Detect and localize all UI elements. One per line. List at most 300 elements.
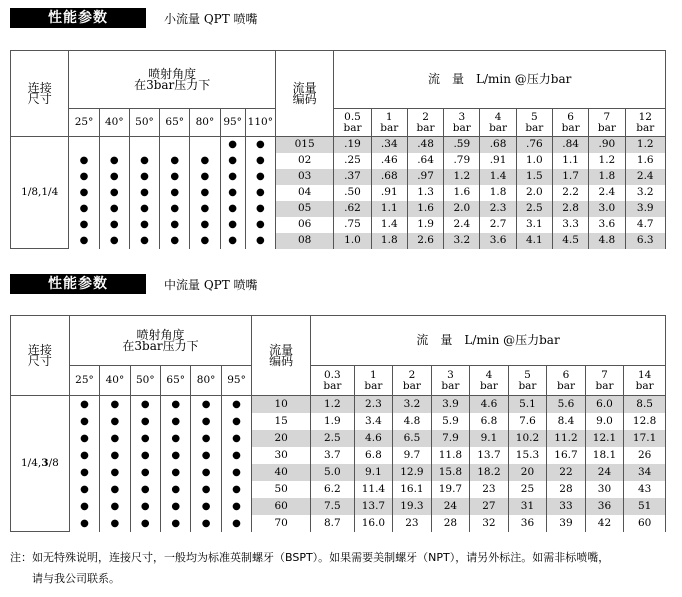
angle-availability-cell	[190, 137, 220, 153]
pressure-header-cell	[547, 366, 586, 396]
flow-value-cell: 3.6	[589, 217, 625, 233]
angle-availability-cell	[221, 413, 251, 430]
spray-angle-condition: 在3bar压力下	[122, 338, 199, 353]
flow-code-header	[275, 51, 333, 137]
section-header-small-flow	[10, 8, 258, 28]
angle-availability-cell	[100, 515, 130, 532]
flow-value-cell: 27	[470, 498, 509, 515]
flow-code-cell: 30	[252, 447, 311, 464]
flow-value-cell: 5.1	[508, 396, 547, 413]
availability-dot-icon: ●	[110, 466, 120, 478]
flow-value-cell: 16.1	[393, 481, 432, 498]
angle-availability-cell	[129, 169, 159, 185]
flow-value-cell: 1.1	[371, 201, 407, 217]
flow-rate-header: 流 量 L/min @压力bar	[334, 51, 666, 109]
angle-availability-cell	[129, 137, 159, 153]
angle-availability-cell	[190, 185, 220, 201]
angle-availability-cell	[245, 137, 275, 153]
availability-dot-icon: ●	[140, 517, 150, 529]
flow-value-cell: 3.4	[354, 413, 393, 430]
availability-dot-icon: ●	[201, 517, 211, 529]
availability-dot-icon: ●	[201, 483, 211, 495]
flow-value-cell: 7.6	[508, 413, 547, 430]
angle-availability-cell	[99, 137, 129, 153]
table-row	[11, 201, 666, 217]
availability-dot-icon: ●	[200, 219, 210, 230]
flow-value-cell: 33	[547, 498, 586, 515]
flow-value-cell: 3.2	[393, 396, 432, 413]
angle-availability-cell	[221, 464, 251, 481]
angle-availability-cell	[160, 201, 190, 217]
flow-value-cell: 10.2	[508, 430, 547, 447]
flow-value-cell: .48	[407, 137, 443, 153]
flow-value-cell: 1.0	[516, 153, 552, 169]
flow-value-cell: 28	[547, 481, 586, 498]
angle-availability-cell	[160, 137, 190, 153]
availability-dot-icon: ●	[170, 171, 180, 182]
flow-value-cell: 1.2	[589, 153, 625, 169]
flow-value-cell: 8.7	[311, 515, 355, 532]
angle-availability-cell	[130, 515, 160, 532]
availability-dot-icon: ●	[228, 219, 237, 230]
angle-availability-cell	[245, 153, 275, 169]
availability-dot-icon: ●	[200, 203, 210, 214]
flow-value-cell: 3.9	[625, 201, 666, 217]
pressure-header-cell	[444, 109, 480, 137]
connection-size-header	[11, 316, 70, 396]
flow-value-cell: 2.5	[311, 430, 355, 447]
flow-value-cell: 3.6	[480, 233, 516, 249]
flow-value-cell: 1.8	[371, 233, 407, 249]
footnote-line-2: 请与我公司联系。	[10, 572, 120, 585]
availability-dot-icon: ●	[80, 517, 89, 529]
pressure-value: 14	[637, 368, 652, 381]
pressure-value: 4	[494, 110, 502, 123]
flow-value-cell: 1.2	[625, 137, 666, 153]
flow-value-cell: 4.5	[552, 233, 588, 249]
pressure-header-cell	[508, 366, 547, 396]
spray-angle-header	[69, 316, 252, 366]
flow-value-cell: 1.6	[407, 201, 443, 217]
pressure-value: 6	[562, 368, 570, 381]
angle-header-cell: 65°	[160, 109, 190, 137]
pressure-header-cell	[470, 366, 509, 396]
flow-value-cell: .79	[444, 153, 480, 169]
flow-value-cell: 3.7	[311, 447, 355, 464]
availability-dot-icon: ●	[255, 155, 265, 166]
flow-value-cell: 24	[431, 498, 470, 515]
availability-dot-icon: ●	[232, 432, 241, 444]
angle-availability-cell	[245, 233, 275, 249]
flow-value-cell: 16.0	[354, 515, 393, 532]
flow-value-cell: .64	[407, 153, 443, 169]
medium-flow-spec-table	[10, 315, 666, 532]
pressure-unit: bar	[416, 121, 435, 134]
flow-value-cell: 1.5	[516, 169, 552, 185]
availability-dot-icon: ●	[79, 203, 89, 214]
angle-availability-cell	[220, 201, 245, 217]
pressure-value: 7	[601, 368, 608, 381]
flow-value-cell: .37	[334, 169, 371, 185]
flow-value-cell: 3.3	[552, 217, 588, 233]
angle-availability-cell	[220, 169, 245, 185]
table-row	[11, 185, 666, 201]
angle-header-cell: 50°	[130, 366, 160, 396]
availability-dot-icon: ●	[232, 449, 241, 461]
spray-angle-title: 喷射角度	[136, 327, 185, 342]
angle-availability-cell	[220, 137, 245, 153]
angle-availability-cell	[130, 447, 160, 464]
angle-availability-cell	[69, 481, 99, 498]
angle-availability-cell	[99, 201, 129, 217]
angle-availability-cell	[191, 430, 221, 447]
angle-header-cell: 65°	[161, 366, 191, 396]
flow-code-cell: 20	[252, 430, 311, 447]
flow-code-cell: 015	[275, 137, 333, 153]
angle-availability-cell	[69, 201, 99, 217]
availability-dot-icon: ●	[109, 219, 119, 230]
flow-value-cell: 8.5	[624, 396, 666, 413]
angle-availability-cell	[100, 430, 130, 447]
angle-availability-cell	[191, 464, 221, 481]
angle-availability-cell	[160, 185, 190, 201]
availability-dot-icon: ●	[140, 449, 150, 461]
spray-angle-header	[69, 51, 276, 109]
availability-dot-icon: ●	[140, 155, 149, 166]
angle-availability-cell	[161, 498, 191, 515]
angle-availability-cell	[130, 481, 160, 498]
angle-availability-cell	[190, 153, 220, 169]
pressure-unit: bar	[441, 379, 460, 392]
spray-angle-title: 喷射角度	[148, 66, 197, 81]
flow-value-cell: 9.7	[393, 447, 432, 464]
availability-dot-icon: ●	[80, 415, 89, 427]
table-row	[11, 430, 666, 447]
pressure-value: 2	[408, 368, 416, 381]
pressure-value: 0.5	[344, 110, 361, 123]
availability-dot-icon: ●	[201, 500, 211, 512]
angle-header-cell: 50°	[129, 109, 159, 137]
flow-value-cell: 2.4	[589, 185, 625, 201]
pressure-unit: bar	[597, 121, 616, 134]
pressure-unit: bar	[595, 379, 614, 392]
flow-value-cell: .91	[371, 185, 407, 201]
flow-value-cell: 6.2	[311, 481, 355, 498]
flow-value-cell: 26	[624, 447, 666, 464]
availability-dot-icon: ●	[170, 219, 180, 230]
angle-availability-cell	[161, 515, 191, 532]
angle-availability-cell	[69, 137, 99, 153]
flow-value-cell: 18.2	[470, 464, 509, 481]
angle-availability-cell	[130, 430, 160, 447]
availability-dot-icon: ●	[171, 398, 181, 410]
pressure-header-cell	[311, 366, 355, 396]
angle-availability-cell	[100, 464, 130, 481]
availability-dot-icon: ●	[232, 415, 241, 427]
flow-value-cell: .84	[552, 137, 588, 153]
flow-value-cell: 2.6	[407, 233, 443, 249]
pressure-value: 7	[603, 110, 611, 123]
pressure-unit: bar	[635, 379, 654, 392]
angle-availability-cell	[69, 185, 99, 201]
availability-dot-icon: ●	[255, 219, 265, 230]
availability-dot-icon: ●	[232, 466, 241, 478]
flow-value-cell: 5.0	[311, 464, 355, 481]
flow-code-cell: 70	[252, 515, 311, 532]
pressure-unit: bar	[479, 379, 498, 392]
angle-availability-cell	[161, 413, 191, 430]
flow-value-cell: 12.9	[393, 464, 432, 481]
flow-value-cell: .59	[444, 137, 480, 153]
availability-dot-icon: ●	[232, 483, 241, 495]
angle-availability-cell	[69, 464, 99, 481]
flow-value-cell: 2.0	[444, 201, 480, 217]
availability-dot-icon: ●	[109, 171, 119, 182]
flow-value-cell: 22	[547, 464, 586, 481]
angle-availability-cell	[220, 185, 245, 201]
availability-dot-icon: ●	[140, 415, 150, 427]
availability-dot-icon: ●	[80, 483, 89, 495]
flow-value-cell: 36	[508, 515, 547, 532]
availability-dot-icon: ●	[79, 187, 89, 198]
angle-availability-cell	[69, 498, 99, 515]
flow-value-cell: 28	[431, 515, 470, 532]
flow-value-cell: 51	[624, 498, 666, 515]
angle-availability-cell	[221, 498, 251, 515]
availability-dot-icon: ●	[228, 235, 237, 246]
angle-availability-cell	[69, 153, 99, 169]
flow-value-cell: 1.4	[480, 169, 516, 185]
connection-size-header-text: 连接 尺寸	[27, 342, 52, 368]
flow-value-cell: 12.8	[624, 413, 666, 430]
flow-value-cell: 60	[624, 515, 666, 532]
flow-value-cell: 2.4	[444, 217, 480, 233]
angle-availability-cell	[245, 217, 275, 233]
flow-value-cell: 1.0	[334, 233, 371, 249]
flow-code-cell: 02	[275, 153, 333, 169]
flow-value-cell: 3.0	[589, 201, 625, 217]
angle-availability-cell	[160, 217, 190, 233]
angle-availability-cell	[99, 153, 129, 169]
angle-availability-cell	[161, 396, 191, 413]
angle-availability-cell	[221, 447, 251, 464]
flow-value-cell: .50	[334, 185, 371, 201]
pressure-unit: bar	[525, 121, 544, 134]
availability-dot-icon: ●	[171, 432, 181, 444]
pressure-header-cell	[407, 109, 443, 137]
availability-dot-icon: ●	[110, 398, 120, 410]
availability-dot-icon: ●	[170, 203, 180, 214]
pressure-header-cell	[371, 109, 407, 137]
flow-code-cell: 50	[252, 481, 311, 498]
availability-dot-icon: ●	[110, 432, 120, 444]
angle-availability-cell	[129, 153, 159, 169]
flow-value-cell: 6.8	[470, 413, 509, 430]
flow-value-cell: 5.9	[431, 413, 470, 430]
angle-header-cell: 110°	[245, 109, 275, 137]
flow-value-cell: 2.5	[516, 201, 552, 217]
availability-dot-icon: ●	[109, 235, 119, 246]
flow-value-cell: 1.9	[407, 217, 443, 233]
availability-dot-icon: ●	[79, 235, 89, 246]
angle-availability-cell	[191, 396, 221, 413]
angle-availability-cell	[245, 185, 275, 201]
angle-availability-cell	[69, 413, 99, 430]
flow-value-cell: .68	[480, 137, 516, 153]
pressure-value: 5	[524, 368, 531, 381]
angle-availability-cell	[69, 396, 99, 413]
flow-value-cell: .19	[334, 137, 371, 153]
connection-size-header-text: 连接 尺寸	[27, 80, 52, 106]
availability-dot-icon: ●	[110, 483, 120, 495]
flow-value-cell: .76	[516, 137, 552, 153]
angle-availability-cell	[100, 481, 130, 498]
availability-dot-icon: ●	[110, 500, 120, 512]
flow-value-cell: .97	[407, 169, 443, 185]
availability-dot-icon: ●	[171, 517, 181, 529]
angle-availability-cell	[99, 169, 129, 185]
flow-value-cell: 3.2	[625, 185, 666, 201]
availability-dot-icon: ●	[80, 466, 89, 478]
angle-availability-cell	[161, 430, 191, 447]
angle-availability-cell	[100, 396, 130, 413]
angle-availability-cell	[130, 464, 160, 481]
flow-value-cell: 5.6	[547, 396, 586, 413]
table-row	[11, 481, 666, 498]
availability-dot-icon: ●	[80, 500, 89, 512]
flow-value-cell: 4.6	[354, 430, 393, 447]
flow-value-cell: 4.6	[470, 396, 509, 413]
availability-dot-icon: ●	[171, 449, 181, 461]
flow-value-cell: 4.8	[589, 233, 625, 249]
connection-size-cell	[11, 396, 70, 532]
flow-value-cell: 3.9	[431, 396, 470, 413]
flow-value-cell: 13.7	[470, 447, 509, 464]
table-row	[11, 396, 666, 413]
angle-availability-cell	[191, 413, 221, 430]
footnote	[10, 547, 675, 589]
availability-dot-icon: ●	[200, 155, 210, 166]
pressure-header-cell	[334, 109, 371, 137]
flow-value-cell: 1.2	[311, 396, 355, 413]
availability-dot-icon: ●	[201, 398, 211, 410]
angle-header-cell: 95°	[220, 109, 245, 137]
angle-availability-cell	[221, 430, 251, 447]
flow-code-cell: 04	[275, 185, 333, 201]
flow-value-cell: 11.2	[547, 430, 586, 447]
availability-dot-icon: ●	[140, 500, 150, 512]
flow-value-cell: 6.5	[393, 430, 432, 447]
pressure-unit: bar	[636, 121, 655, 134]
pressure-header-cell	[552, 109, 588, 137]
flow-value-cell: 6.8	[354, 447, 393, 464]
flow-value-cell: 8.4	[547, 413, 586, 430]
angle-availability-cell	[221, 481, 251, 498]
angle-availability-cell	[130, 396, 160, 413]
flow-code-cell: 03	[275, 169, 333, 185]
angle-availability-cell	[190, 233, 220, 249]
angle-availability-cell	[161, 447, 191, 464]
angle-header-cell: 95°	[221, 366, 251, 396]
flow-value-cell: 23	[393, 515, 432, 532]
availability-dot-icon: ●	[171, 500, 181, 512]
flow-value-cell: 2.2	[552, 185, 588, 201]
angle-availability-cell	[69, 217, 99, 233]
flow-value-cell: 24	[585, 464, 624, 481]
angle-header-cell: 80°	[191, 366, 221, 396]
table-row	[11, 233, 666, 249]
flow-value-cell: 9.1	[470, 430, 509, 447]
flow-value-cell: .25	[334, 153, 371, 169]
pressure-unit: bar	[380, 121, 399, 134]
availability-dot-icon: ●	[109, 155, 119, 166]
flow-code-header-text: 流量 编码	[292, 80, 317, 106]
small-flow-spec-table	[10, 50, 666, 249]
table-row	[11, 464, 666, 481]
flow-code-header-text: 流量 编码	[269, 342, 294, 368]
availability-dot-icon: ●	[200, 235, 210, 246]
availability-dot-icon: ●	[201, 415, 211, 427]
flow-code-cell: 05	[275, 201, 333, 217]
angle-availability-cell	[221, 396, 251, 413]
availability-dot-icon: ●	[228, 139, 237, 151]
flow-value-cell: 23	[470, 481, 509, 498]
flow-value-cell: 32	[470, 515, 509, 532]
angle-availability-cell	[129, 201, 159, 217]
availability-dot-icon: ●	[201, 432, 211, 444]
availability-dot-icon: ●	[232, 517, 241, 529]
availability-dot-icon: ●	[171, 483, 181, 495]
table-row	[11, 447, 666, 464]
angle-availability-cell	[100, 447, 130, 464]
flow-value-cell: 2.3	[480, 201, 516, 217]
angle-availability-cell	[245, 169, 275, 185]
flow-value-cell: .68	[371, 169, 407, 185]
angle-availability-cell	[221, 515, 251, 532]
pressure-header-cell	[589, 109, 625, 137]
flow-value-cell: 39	[547, 515, 586, 532]
availability-dot-icon: ●	[232, 500, 241, 512]
availability-dot-icon: ●	[109, 187, 119, 198]
connection-size-suffix: /8	[48, 457, 59, 469]
flow-value-cell: 1.8	[480, 185, 516, 201]
flow-value-cell: 3.1	[516, 217, 552, 233]
availability-dot-icon: ●	[140, 219, 149, 230]
pressure-value: 3	[458, 110, 466, 123]
availability-dot-icon: ●	[170, 235, 180, 246]
availability-dot-icon: ●	[140, 235, 149, 246]
flow-value-cell: 7.9	[431, 430, 470, 447]
angle-availability-cell	[99, 217, 129, 233]
flow-code-cell: 08	[275, 233, 333, 249]
angle-availability-cell	[190, 201, 220, 217]
availability-dot-icon: ●	[255, 235, 265, 246]
flow-value-cell: 30	[585, 481, 624, 498]
angle-availability-cell	[160, 233, 190, 249]
availability-dot-icon: ●	[140, 187, 149, 198]
table-row	[11, 515, 666, 532]
availability-dot-icon: ●	[232, 398, 241, 410]
availability-dot-icon: ●	[80, 449, 89, 461]
flow-value-cell: 6.0	[585, 396, 624, 413]
spray-angle-condition: 在3bar压力下	[134, 77, 211, 92]
angle-availability-cell	[191, 515, 221, 532]
availability-dot-icon: ●	[110, 517, 120, 529]
table-row	[11, 137, 666, 153]
flow-value-cell: .90	[589, 137, 625, 153]
flow-value-cell: 1.7	[552, 169, 588, 185]
connection-size-value: 1/8,1/4	[21, 186, 59, 198]
